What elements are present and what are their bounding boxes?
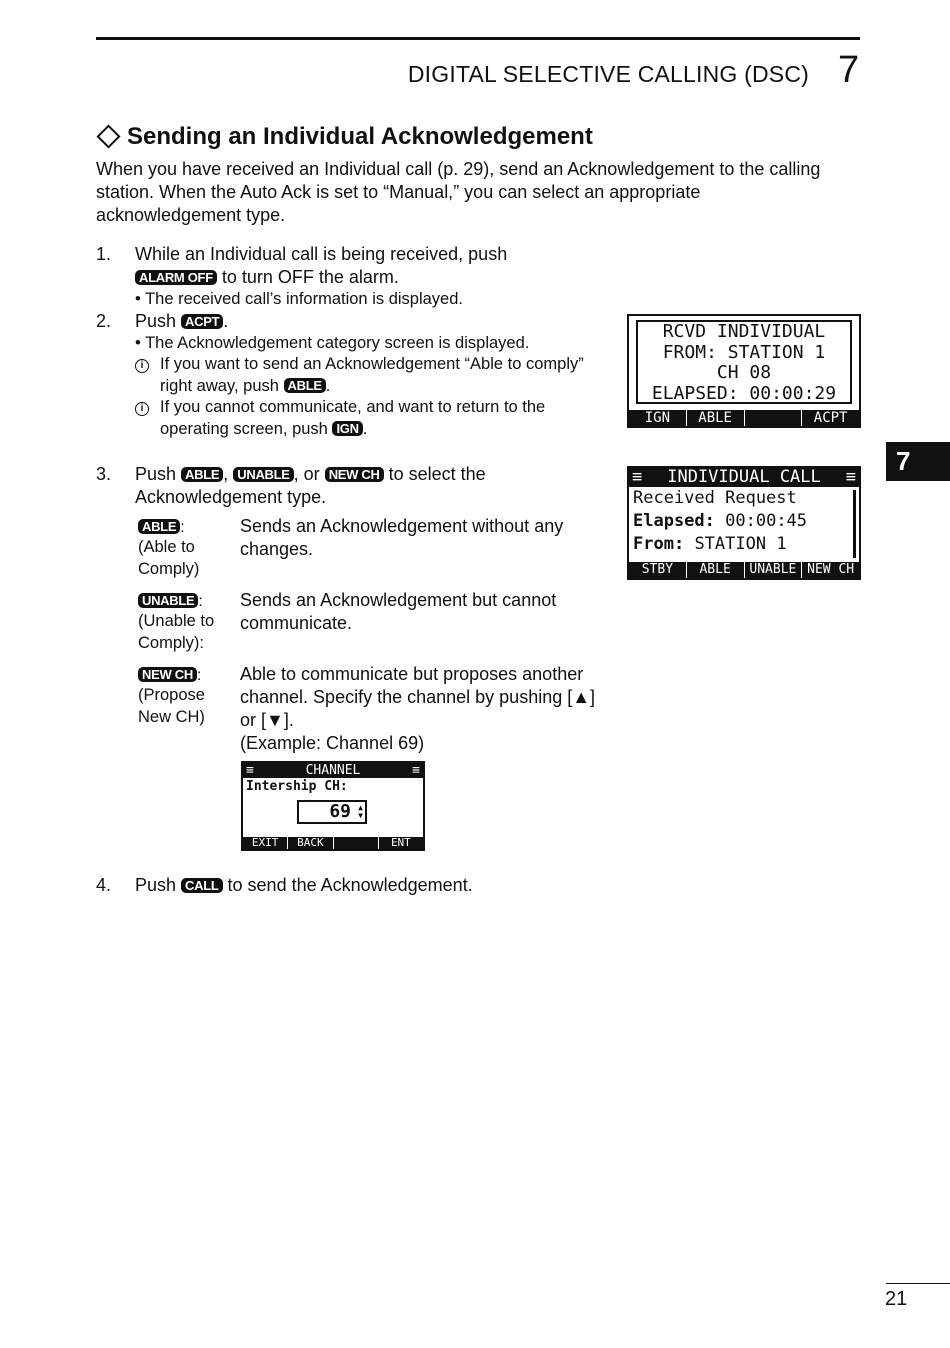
chapter-tab: 7 — [886, 442, 950, 481]
step-1-bullet: • The received call’s information is displayed. — [135, 290, 463, 308]
unable-key: UNABLE — [138, 593, 198, 608]
up-down-icon: ▲ ▼ — [358, 803, 363, 820]
step-2-text-a: Push — [135, 311, 177, 331]
step-3-number: 3. — [96, 464, 112, 484]
step-3-text-b: to select the Acknowledgement type. — [135, 464, 486, 507]
softkey-empty — [334, 837, 379, 849]
alarm-off-key: ALARM OFF — [135, 270, 217, 285]
ack-type-able-desc: Sends an Acknowledgement without any changes. — [240, 516, 564, 559]
rcvd-individual-screen — [627, 314, 861, 428]
channel-softkeys — [243, 837, 423, 849]
section-heading — [96, 123, 593, 151]
step-4-text — [135, 874, 473, 897]
rcvd-line-2: FROM: STATION 1 — [662, 341, 826, 363]
step-4-number: 4. — [96, 875, 112, 895]
step-3-sep-2: , or — [293, 464, 320, 484]
diamond-icon — [96, 124, 120, 148]
page-number: 21 — [885, 1288, 908, 1310]
step-2-text — [135, 310, 228, 333]
new-ch-desc-text: Able to communicate but proposes another channel. Specify the channel by pushing [▲] or [▼]. — [240, 664, 596, 730]
softkey-ign: IGN — [629, 410, 687, 426]
from-label: From: — [633, 534, 685, 554]
rcvd-info-box — [636, 320, 852, 404]
from-value: STATION 1 — [694, 534, 787, 554]
ack-type-unable-desc: Sends an Acknowledgement but cannot communicate. — [240, 590, 557, 633]
chapter-title: DIGITAL SELECTIVE CALLING (DSC) — [407, 61, 809, 87]
channel-screen-titlebar — [243, 763, 423, 778]
step-2-bullet: • The Acknowledgement category screen is displayed. — [135, 334, 530, 352]
new-ch-key: NEW CH — [138, 667, 197, 682]
note-1-end: . — [325, 376, 331, 395]
individual-softkeys — [629, 562, 859, 578]
rcvd-line-4: ELAPSED: 00:00:29 — [651, 382, 837, 404]
individual-call-titlebar — [629, 468, 859, 487]
info-icon: i — [135, 359, 149, 373]
chapter-number: 7 — [838, 49, 860, 91]
rcvd-line-1: RCVD INDIVIDUAL — [662, 321, 826, 342]
softkey-ent: ENT — [390, 836, 411, 849]
channel-screen-label: Intership CH: — [246, 779, 348, 794]
unable-key: UNABLE — [233, 467, 293, 482]
ign-key: IGN — [332, 421, 362, 436]
channel-screen-title: CHANNEL — [305, 763, 361, 778]
step-2-note-1 — [135, 354, 605, 395]
ack-type-unable: UNABLE : (Unable to Comply): — [138, 593, 233, 654]
softkey-back: BACK — [288, 837, 333, 849]
rcvd-line-3: CH 08 — [716, 362, 772, 383]
able-key: ABLE — [284, 378, 326, 393]
call-key: CALL — [181, 878, 222, 893]
new-ch-example: (Example: Channel 69) — [240, 733, 425, 753]
step-4-text-a: Push — [135, 875, 177, 895]
footer-rule — [886, 1283, 950, 1284]
intro-paragraph: When you have received an Individual call (p. 29), send an Acknowledgement to the calling station. When the Auto Ack is set to “Manual,” you can select an appropriate acknowledgement type. — [96, 159, 821, 225]
step-3-sep-1: , — [223, 464, 229, 484]
step-2-number: 2. — [96, 311, 112, 331]
ack-type-able-label: (Able to Comply) — [138, 538, 200, 578]
step-1-text — [135, 243, 605, 289]
individual-call-title: INDIVIDUAL CALL — [667, 467, 821, 487]
softkey-able: ABLE — [687, 410, 745, 426]
channel-screen — [241, 761, 425, 851]
individual-call-screen — [627, 466, 861, 580]
section-title: Sending an Individual Acknowledgement — [127, 123, 593, 150]
ack-type-able: ABLE : (Able to Comply) — [138, 519, 233, 580]
note-2-end: . — [362, 419, 368, 438]
elapsed-label: Elapsed: — [633, 511, 715, 531]
ack-type-unable-label: (Unable to Comply): — [138, 612, 215, 652]
note-2-text: If you cannot communicate, and want to return to the operating screen, push — [160, 398, 546, 438]
channel-value: 69 — [329, 801, 351, 822]
menu-icon: ≡ — [246, 763, 254, 778]
able-key: ABLE — [181, 467, 223, 482]
softkey-acpt: ACPT — [813, 410, 848, 426]
elapsed-value: 00:00:45 — [725, 511, 808, 531]
softkey-new-ch: NEW CH — [807, 562, 855, 577]
scrollbar — [853, 490, 856, 558]
step-3-text-a: Push — [135, 464, 177, 484]
menu-icon: ≡ — [845, 467, 856, 487]
softkey-unable: UNABLE — [745, 562, 803, 578]
individual-line-1: Received Request — [633, 488, 797, 508]
ack-type-new-ch: NEW CH : (Propose New CH) — [138, 667, 233, 728]
step-4-text-b: to send the Acknowledgement. — [227, 875, 473, 895]
step-2-note-2 — [135, 397, 605, 438]
note-1-text: If you want to send an Acknowledgement “Able to comply” right away, push — [160, 355, 584, 395]
info-icon: i — [135, 402, 149, 416]
individual-call-body — [629, 487, 859, 556]
softkey-empty — [745, 410, 803, 426]
step-2-text-b: . — [223, 311, 229, 331]
softkey-exit: EXIT — [243, 837, 288, 849]
step-3-text — [135, 463, 605, 509]
header-rule — [96, 37, 860, 40]
menu-icon: ≡ — [632, 467, 643, 487]
acpt-key: ACPT — [181, 314, 223, 329]
softkey-stby: STBY — [629, 562, 687, 578]
new-ch-key: NEW CH — [325, 467, 384, 482]
rcvd-softkeys — [629, 410, 859, 426]
menu-icon: ≡ — [412, 763, 420, 778]
softkey-able: ABLE — [687, 562, 745, 578]
channel-value-box — [297, 800, 367, 824]
step-1-text-b: to turn OFF the alarm. — [221, 267, 399, 287]
step-1-number: 1. — [96, 244, 112, 264]
ack-type-new-ch-desc — [240, 663, 600, 755]
able-key: ABLE — [138, 519, 180, 534]
ack-type-new-ch-label: (Propose New CH) — [138, 686, 205, 726]
step-1-text-a: While an Individual call is being received, push — [135, 244, 508, 264]
